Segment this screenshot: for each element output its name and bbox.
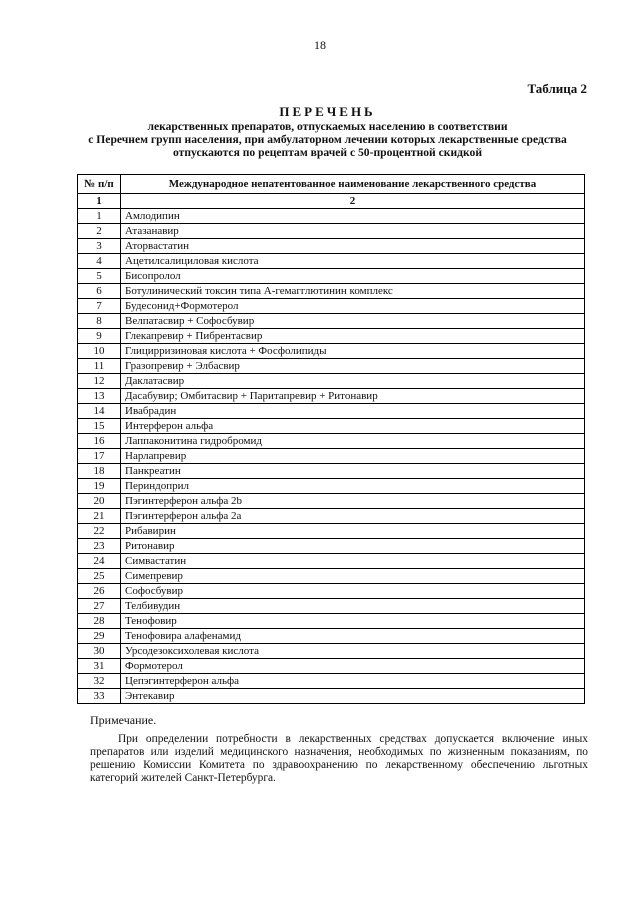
row-number: 25 [78,569,121,584]
drug-name: Ботулинический токсин типа А-гемагглютинин комплекс [121,284,585,299]
page-number: 18 [314,38,326,52]
table-row [78,449,585,464]
drug-name: Телбивудин [121,599,585,614]
document-subtitle-line: отпускаются по рецептам врачей с 50-процентной скидкой [172,146,483,159]
table-row [78,629,585,644]
document-title: ПЕРЕЧЕНЬ [279,104,376,119]
header-drug-name: Международное непатентованное наименование лекарственного средства [121,175,585,194]
table-row [78,224,585,239]
table-row [78,299,585,314]
drug-name: Атазанавир [121,224,585,239]
table-row [78,344,585,359]
table-row [78,674,585,689]
row-number: 18 [78,464,121,479]
table-row [78,419,585,434]
drug-name: Пэгинтерферон альфа 2а [121,509,585,524]
table-row [78,239,585,254]
row-number: 7 [78,299,121,314]
drug-name: Ритонавир [121,539,585,554]
drug-list-table [77,174,585,704]
table-row [78,509,585,524]
table-row [78,659,585,674]
drug-name: Дасабувир; Омбитасвир + Паритапревир + Ритонавир [121,389,585,404]
row-number: 28 [78,614,121,629]
drug-name: Ивабрадин [121,404,585,419]
drug-name: Лаппаконитина гидробромид [121,434,585,449]
drug-name: Амлодипин [121,209,585,224]
drug-name: Периндоприл [121,479,585,494]
drug-name: Урсодезоксихолевая кислота [121,644,585,659]
row-number: 5 [78,269,121,284]
row-number: 4 [78,254,121,269]
table-header-row [78,175,585,194]
row-number: 2 [78,224,121,239]
row-number: 31 [78,659,121,674]
row-number: 14 [78,404,121,419]
column-number: 1 [78,194,121,209]
table-row [78,404,585,419]
row-number: 8 [78,314,121,329]
table-body [78,209,585,704]
drug-name: Ацетилсалициловая кислота [121,254,585,269]
row-number: 20 [78,494,121,509]
table-row [78,569,585,584]
drug-name: Симепревир [121,569,585,584]
drug-name: Тенофовира алафенамид [121,629,585,644]
drug-name: Энтекавир [121,689,585,704]
table-label: Таблица 2 [527,81,587,96]
table-row [78,479,585,494]
drug-name: Панкреатин [121,464,585,479]
row-number: 26 [78,584,121,599]
row-number: 6 [78,284,121,299]
drug-name: Симвастатин [121,554,585,569]
column-numbers-row [78,194,585,209]
row-number: 1 [78,209,121,224]
table-row [78,434,585,449]
drug-name: Рибавирин [121,524,585,539]
row-number: 17 [78,449,121,464]
row-number: 15 [78,419,121,434]
drug-name: Глицирризиновая кислота + Фосфолипиды [121,344,585,359]
table-row [78,524,585,539]
drug-name: Бисопролол [121,269,585,284]
row-number: 16 [78,434,121,449]
row-number: 21 [78,509,121,524]
drug-name: Софосбувир [121,584,585,599]
row-number: 13 [78,389,121,404]
table-row [78,389,585,404]
table-row [78,359,585,374]
document-subtitle-line: лекарственных препаратов, отпускаемых населению в соответствии [147,120,508,133]
drug-name: Глекапревир + Пибрентасвир [121,329,585,344]
document-subtitle-line: с Перечнем групп населения, при амбулаторном лечении которых лекарственные средства [88,133,567,146]
table-row [78,464,585,479]
row-number: 24 [78,554,121,569]
table-row [78,689,585,704]
table-row [78,374,585,389]
row-number: 22 [78,524,121,539]
note-label: Примечание. [90,713,157,727]
drug-name: Пэгинтерферон альфа 2b [121,494,585,509]
drug-name: Велпатасвир + Софосбувир [121,314,585,329]
row-number: 9 [78,329,121,344]
row-number: 29 [78,629,121,644]
drug-name: Тенофовир [121,614,585,629]
note-text: При определении потребности в лекарственных средствах допускается включение иных препаратов или изделий медицинского назначения, необходимых по жизненным показаниям, по решению Комиссии Комитета по здравоохранению по лекарственному обеспечению льготных категорий жителей Санкт-Петербурга. [90,733,588,784]
row-number: 11 [78,359,121,374]
table-row [78,494,585,509]
table-row [78,614,585,629]
table-row [78,554,585,569]
title-block [60,104,595,159]
drug-name: Нарлапревир [121,449,585,464]
table-row [78,269,585,284]
drug-name: Даклатасвир [121,374,585,389]
table-row [78,329,585,344]
row-number: 12 [78,374,121,389]
row-number: 3 [78,239,121,254]
row-number: 10 [78,344,121,359]
table-row [78,539,585,554]
drug-name: Интерферон альфа [121,419,585,434]
table-row [78,599,585,614]
row-number: 23 [78,539,121,554]
table-row [78,254,585,269]
column-number: 2 [121,194,585,209]
table-row [78,584,585,599]
drug-name: Будесонид+Формотерол [121,299,585,314]
table-row [78,284,585,299]
row-number: 30 [78,644,121,659]
table-row [78,644,585,659]
table-row [78,314,585,329]
drug-name: Аторвастатин [121,239,585,254]
row-number: 32 [78,674,121,689]
drug-name: Гразопревир + Элбасвир [121,359,585,374]
row-number: 27 [78,599,121,614]
drug-name: Формотерол [121,659,585,674]
table-row [78,209,585,224]
drug-name: Цепэгинтерферон альфа [121,674,585,689]
header-number: № п/п [78,175,121,194]
row-number: 19 [78,479,121,494]
row-number: 33 [78,689,121,704]
